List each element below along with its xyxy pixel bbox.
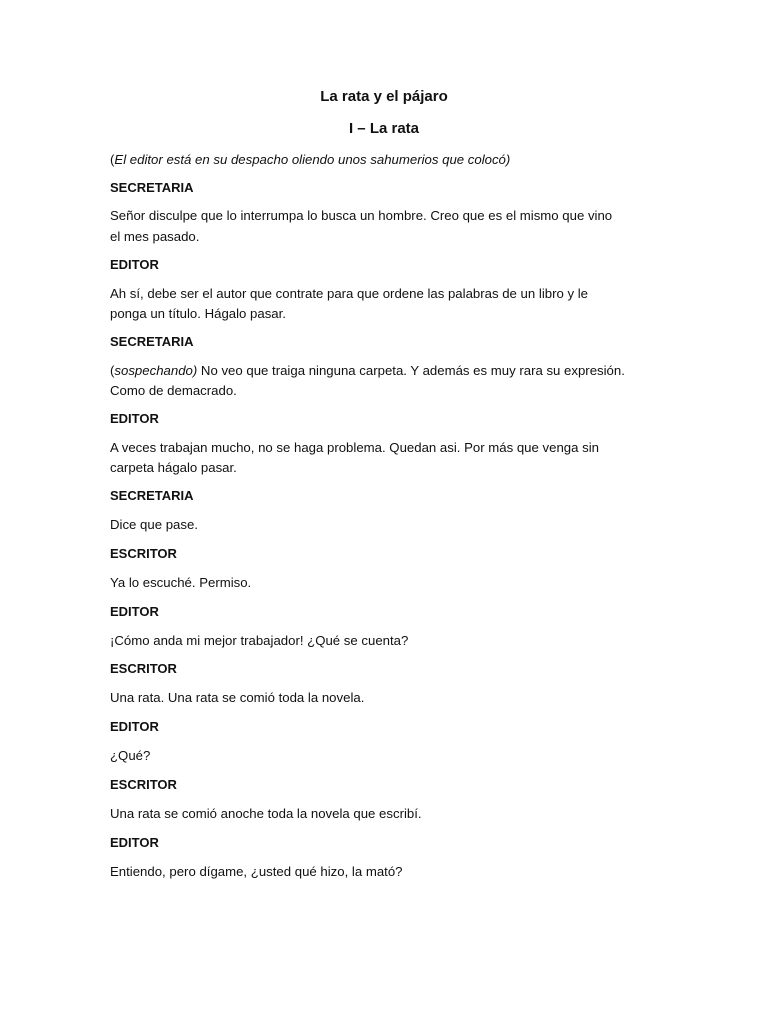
dialogue-line: Ya lo escuché. Permiso. [110,575,252,590]
dialogue-text: No veo que traiga ninguna carpeta. Y además es muy rara su expresión. [197,363,625,378]
dialogue-line [110,361,658,382]
speaker-label: EDITOR [110,835,159,850]
speaker-label: EDITOR [110,411,159,426]
document-subtitle: I – La rata [348,120,420,137]
speaker-label: SECRETARIA [110,488,194,503]
dialogue-line: Como de demacrado. [110,383,237,398]
speaker-label: SECRETARIA [110,180,194,195]
dialogue-line: ¿Qué? [110,748,151,763]
speaker-label: EDITOR [110,719,159,734]
dialogue-line: Ah sí, debe ser el autor que contrate para que ordene las palabras de un libro y le [110,286,588,301]
opening-stage-direction [110,150,658,171]
dialogue-line: Entiendo, pero dígame, ¿usted qué hizo, la mató? [110,864,403,879]
stage-direction-text: El editor está en su despacho oliendo unos sahumerios que colocó) [114,152,511,167]
inline-direction-paren: ( [110,363,115,378]
dialogue-line: Una rata se comió anoche toda la novela que escribí. [110,806,422,821]
speaker-label: SECRETARIA [110,334,194,349]
document-page [110,0,670,1024]
document-title: La rata y el pájaro [320,88,448,105]
speaker-label: ESCRITOR [110,777,177,792]
speaker-label: EDITOR [110,604,159,619]
speaker-label: ESCRITOR [110,546,177,561]
inline-stage-direction: sospechando) [114,363,198,378]
dialogue-line: Señor disculpe que lo interrumpa lo busca un hombre. Creo que es el mismo que vino [110,208,613,223]
speaker-label: ESCRITOR [110,661,177,676]
dialogue-line: ponga un título. Hágalo pasar. [110,306,286,321]
speaker-label: EDITOR [110,257,159,272]
dialogue-line: el mes pasado. [110,229,200,244]
dialogue-line: Dice que pase. [110,517,198,532]
dialogue-line: A veces trabajan mucho, no se haga problema. Quedan asi. Por más que venga sin [110,440,599,455]
dialogue-line: ¡Cómo anda mi mejor trabajador! ¿Qué se cuenta? [110,633,409,648]
stage-direction-paren: ( [110,152,115,167]
dialogue-line: Una rata. Una rata se comió toda la novela. [110,690,365,705]
dialogue-line: carpeta hágalo pasar. [110,460,237,475]
